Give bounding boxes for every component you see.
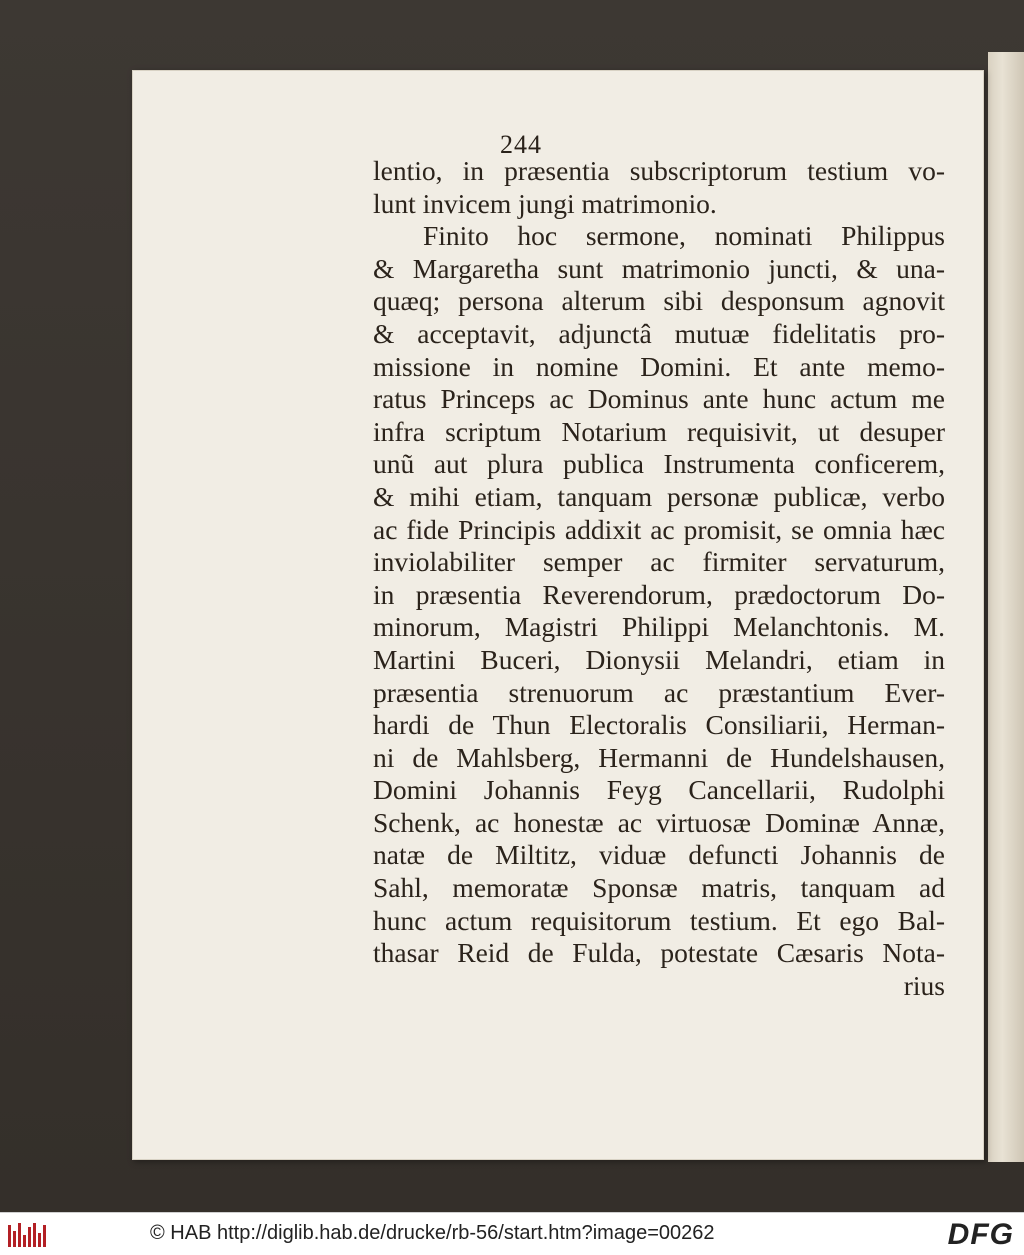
page-text: [373, 155, 945, 1002]
copyright-link[interactable]: © HAB http://diglib.hab.de/drucke/rb-56/start.htm?image=00262: [150, 1222, 715, 1244]
text-line: Martini Buceri, Dionysii Melandri, etiam in: [373, 643, 945, 675]
text-line: inviolabiliter semper ac firmiter servaturum,: [373, 546, 945, 578]
text-line: natæ de Miltitz, viduæ defuncti Johannis de: [373, 839, 945, 871]
text-line: hunc actum requisitorum testium. Et ego Bal-: [373, 904, 945, 936]
text-line: quæq; persona alterum sibi desponsum agnovit: [373, 285, 945, 317]
text-line: Domini Johannis Feyg Cancellarii, Rudolphi: [373, 774, 945, 806]
text-line: Schenk, ac honestæ ac virtuosæ Dominæ Annæ,: [373, 806, 945, 838]
adjacent-page-edge: [988, 52, 1024, 1162]
text-line: ac fide Principis addixit ac promisit, se omnia hæc: [373, 513, 945, 545]
text-line: unũ aut plura publica Instrumenta conficerem,: [373, 448, 945, 480]
text-line: in præsentia Reverendorum, prædoctorum Do-: [373, 578, 945, 610]
text-line: missione in nomine Domini. Et ante memo-: [373, 350, 945, 382]
text-line: Sahl, memoratæ Sponsæ matris, tanquam ad: [373, 872, 945, 904]
text-line: lunt invicem jungi matrimonio.: [373, 187, 717, 219]
text-line: & mihi etiam, tanquam personæ publicæ, verbo: [373, 480, 945, 512]
text-line: & acceptavit, adjunctâ mutuæ fidelitatis pro-: [373, 317, 945, 349]
text-line: hardi de Thun Electoralis Consiliarii, Herman-: [373, 709, 945, 741]
catchword: rius: [903, 969, 945, 1001]
page-number: 244: [500, 130, 542, 159]
footer-bar: [0, 1212, 1024, 1255]
text-line: Finito hoc sermone, nominati Philippus: [423, 220, 945, 252]
text-line: minorum, Magistri Philippi Melanchtonis. M.: [373, 611, 945, 643]
text-line: ni de Mahlsberg, Hermanni de Hundelshausen,: [373, 741, 945, 773]
text-line: lentio, in præsentia subscriptorum testium vo-: [373, 155, 945, 186]
text-line: infra scriptum Notarium requisivit, ut desuper: [373, 415, 945, 447]
text-line: præsentia strenuorum ac præstantium Ever-: [373, 676, 945, 708]
text-line: ratus Princeps ac Dominus ante hunc actum me: [373, 383, 945, 415]
text-line: thasar Reid de Fulda, potestate Cæsaris Nota-: [373, 937, 945, 969]
hab-logo-icon: [8, 1221, 48, 1247]
text-line: & Margaretha sunt matrimonio juncti, & una-: [373, 252, 945, 284]
dfg-logo: DFG: [947, 1218, 1014, 1251]
